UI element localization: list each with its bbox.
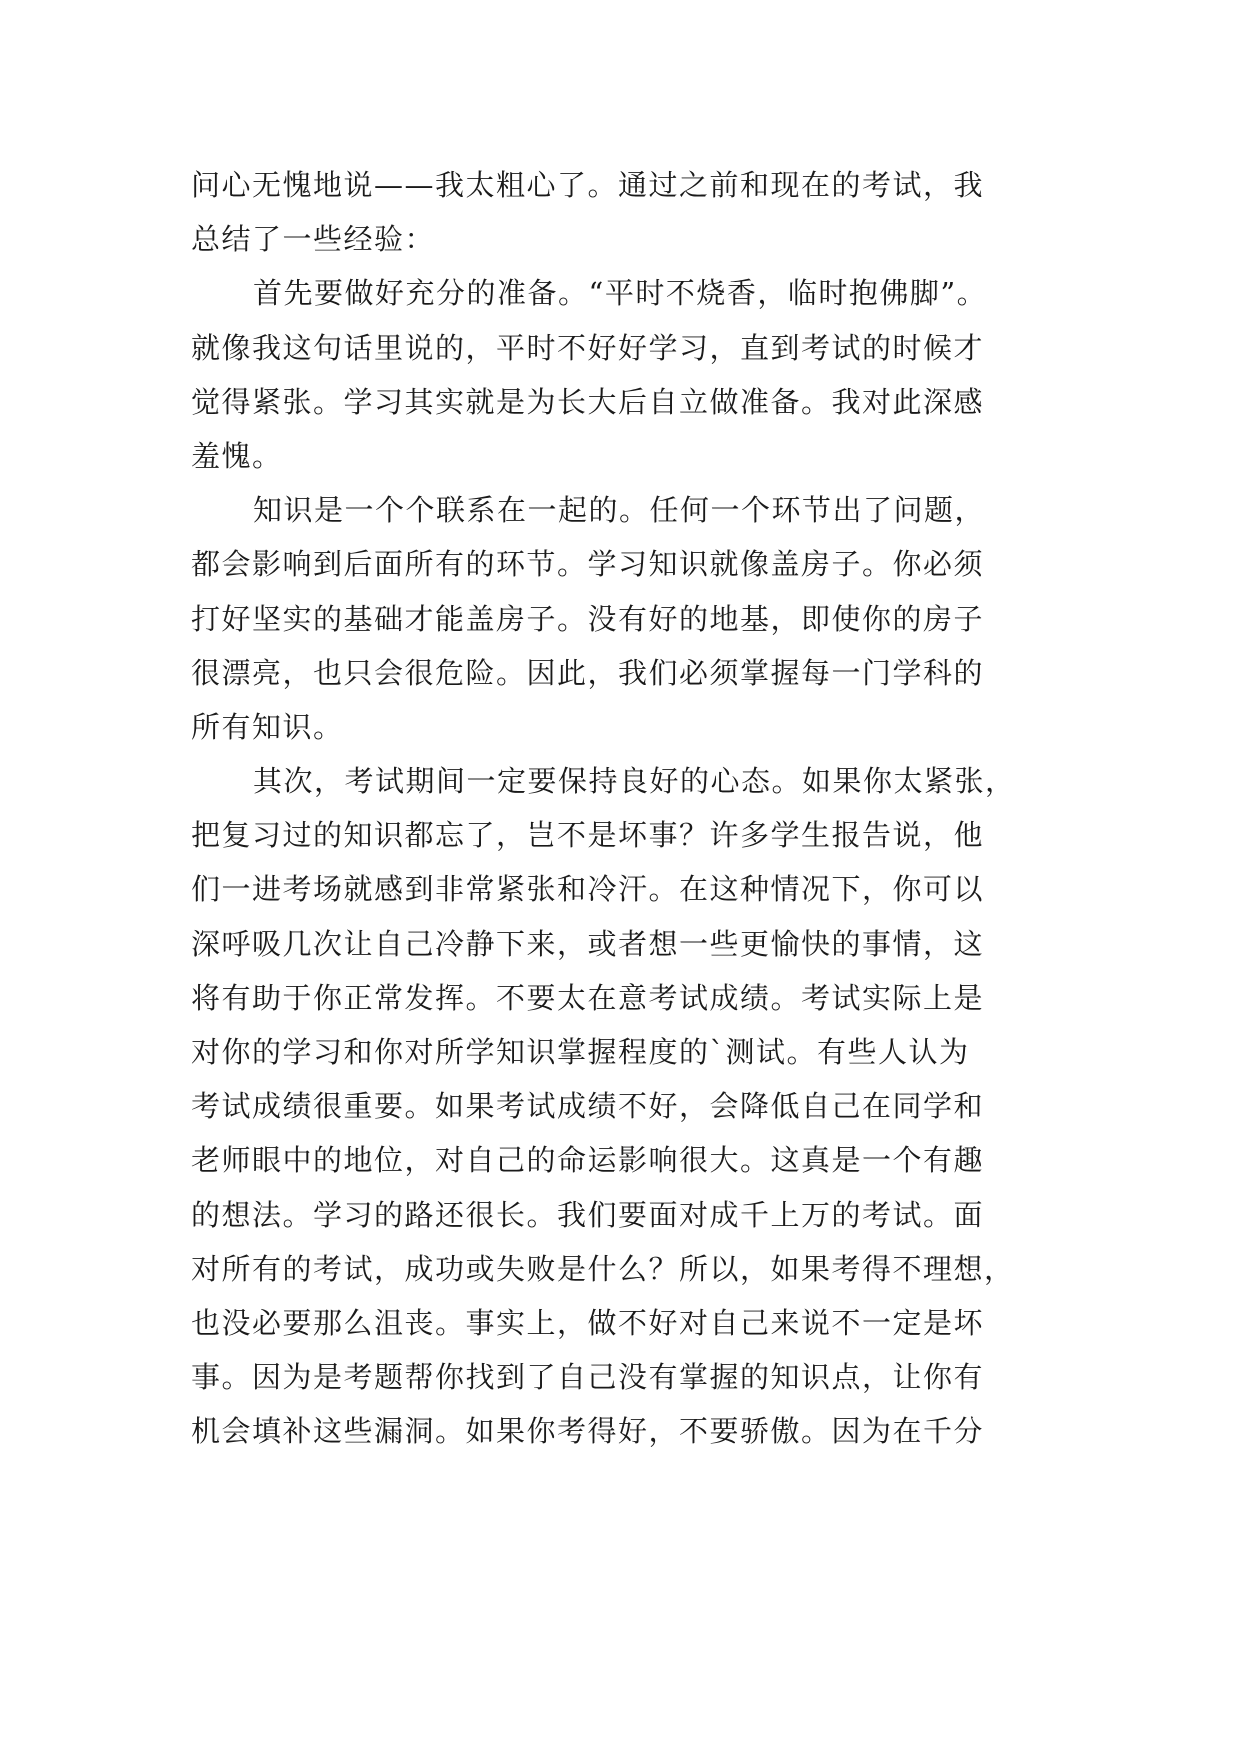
text-line: 所有知识。 [191, 709, 344, 744]
text-line: 都会影响到后面所有的环节。学习知识就像盖房子。你必须 [191, 547, 985, 582]
text-line: 事。因为是考题帮你找到了自己没有掌握的知识点，让你有 [191, 1360, 985, 1395]
text-line: 对你的学习和你对所学知识掌握程度的`测试。有些人认为 [191, 1035, 970, 1069]
text-line: 们一进考场就感到非常紧张和冷汗。在这种情况下，你可以 [191, 872, 985, 907]
body-text [191, 158, 1056, 1459]
text-line: 把复习过的知识都忘了，岂不是坏事？许多学生报告说，他 [191, 818, 985, 853]
paragraph-first-line: 其次，考试期间一定要保持良好的心态。如果你太紧张， [253, 764, 1016, 799]
text-line: 羞愧。 [191, 438, 283, 473]
paragraph-first-line: 首先要做好充分的准备。“平时不烧香，临时抱佛脚”。 [253, 276, 988, 311]
text-line: 也没必要那么沮丧。事实上，做不好对自己来说不一定是坏 [191, 1305, 985, 1340]
text-line: 的想法。学习的路还很长。我们要面对成千上万的考试。面 [191, 1197, 985, 1232]
text-line: 觉得紧张。学习其实就是为长大后自立做准备。我对此深感 [191, 384, 985, 419]
paragraph-first-line: 知识是一个个联系在一起的。任何一个环节出了问题， [253, 493, 986, 528]
text-line: 问心无愧地说——我太粗心了。通过之前和现在的考试，我 [191, 168, 985, 202]
text-line: 总结了一些经验： [191, 222, 436, 257]
text-line: 就像我这句话里说的，平时不好好学习，直到考试的时候才 [191, 330, 985, 365]
text-line: 机会填补这些漏洞。如果你考得好，不要骄傲。因为在千分 [191, 1414, 985, 1449]
text-line: 老师眼中的地位，对自己的命运影响很大。这真是一个有趣 [191, 1143, 985, 1178]
text-line: 很漂亮，也只会很危险。因此，我们必须掌握每一门学科的 [191, 655, 985, 690]
text-line: 深呼吸几次让自己冷静下来，或者想一些更愉快的事情，这 [191, 926, 985, 961]
text-line: 将有助于你正常发挥。不要太在意考试成绩。考试实际上是 [191, 980, 985, 1015]
text-line: 对所有的考试，成功或失败是什么？所以，如果考得不理想， [191, 1251, 1015, 1286]
text-line: 打好坚实的基础才能盖房子。没有好的地基，即使你的房子 [191, 601, 985, 636]
text-line: 考试成绩很重要。如果考试成绩不好，会降低自己在同学和 [191, 1089, 985, 1124]
